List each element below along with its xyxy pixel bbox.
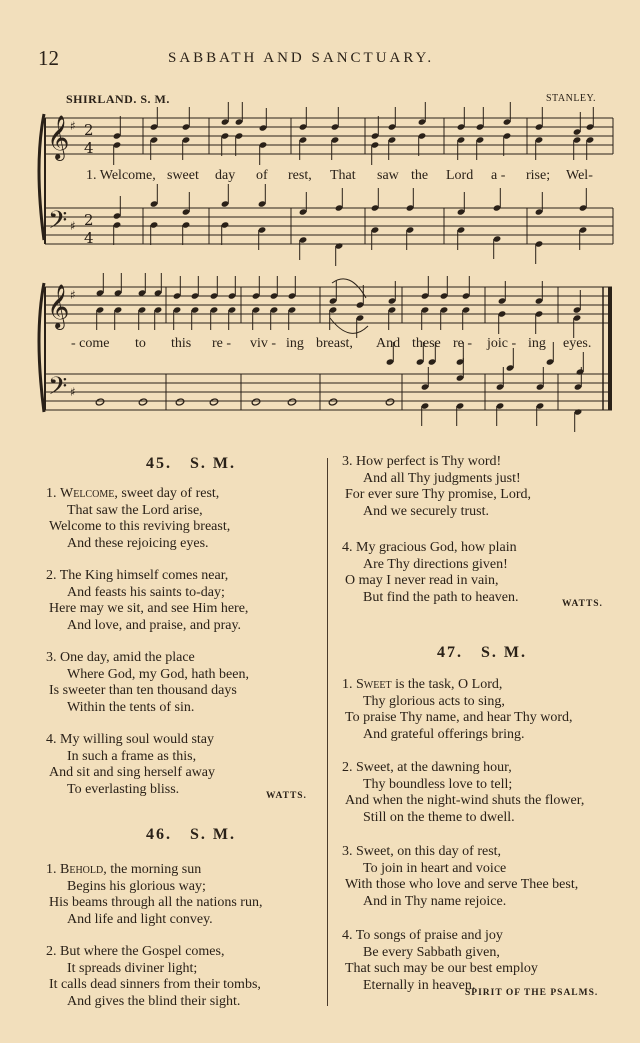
time-signature: 2 xyxy=(84,211,94,229)
lyric-syllable: a - xyxy=(491,168,506,183)
stanza-line: And when the night-wind shuts the flower, xyxy=(345,793,585,809)
stanza-line: That such may be our best employ xyxy=(345,961,538,977)
stanza-line: Begins his glorious way; xyxy=(67,878,206,894)
lyric-syllable: 1. Welcome, xyxy=(86,168,156,183)
stanza-number: 4. xyxy=(46,732,57,747)
stanza-number: 3. xyxy=(342,844,353,859)
stanza xyxy=(46,568,248,635)
note-head xyxy=(287,398,296,406)
hymn-number-value: 46. xyxy=(146,826,172,843)
stanza xyxy=(342,844,578,911)
stanza-number: 3. xyxy=(46,650,57,665)
lyric-syllable: the xyxy=(411,168,429,183)
note-head xyxy=(138,398,147,406)
stanza-line: To praise Thy name, and hear Thy word, xyxy=(345,710,573,726)
stanza-line: Where God, my God, hath been, xyxy=(67,666,249,682)
stanza-line: And all Thy judgments just! xyxy=(363,470,521,486)
stanza-line: And grateful offerings bring. xyxy=(363,727,525,743)
lyric-syllable: re - xyxy=(453,336,473,351)
stanza xyxy=(342,760,584,827)
lyric-syllable: ing xyxy=(286,336,304,351)
stanza-line: And life and light convey. xyxy=(67,912,213,928)
page-number: 12 xyxy=(38,46,59,70)
stanza-line: The King himself comes near, xyxy=(59,568,229,583)
note-head xyxy=(251,398,260,406)
stanza-number: 3. xyxy=(342,454,353,469)
stanza-number: 2. xyxy=(46,944,57,959)
lyric-syllable: That xyxy=(330,168,356,183)
stanza-first-word: Sweet xyxy=(356,677,392,692)
stanza-line: Eternally in heaven. xyxy=(363,978,476,994)
hymn-number xyxy=(146,455,236,473)
stanza xyxy=(46,862,262,929)
time-signature: 2 xyxy=(84,121,94,139)
stanza-first-word: Behold, xyxy=(60,862,107,877)
stanza-line: But find the path to heaven. xyxy=(363,590,519,606)
treble-clef: 𝄞 xyxy=(47,284,70,328)
lyric-syllable: re - xyxy=(212,336,232,351)
lyric-syllable: saw xyxy=(377,168,399,183)
lyric-syllable: sweet xyxy=(167,168,199,183)
stanza-number: 4. xyxy=(342,928,353,943)
lyric-syllable: eyes. xyxy=(563,336,592,351)
lyric-syllable: Wel- xyxy=(566,168,593,183)
tune-name: SHIRLAND. S. M. xyxy=(66,92,170,106)
lyric-syllable: of xyxy=(256,168,268,183)
stanza-first-word: Welcome, xyxy=(60,486,118,501)
treble-clef: 𝄞 xyxy=(47,115,70,159)
system-brace xyxy=(39,283,44,412)
stanza-number: 4. xyxy=(342,540,353,555)
hymn-meter: S. M. xyxy=(190,826,236,843)
hymn-meter: S. M. xyxy=(481,644,527,661)
stanza-line: Is sweeter than ten thousand days xyxy=(49,683,237,699)
stanza-line: And love, and praise, and pray. xyxy=(67,618,242,634)
stanza-line: And sit and sing herself away xyxy=(49,765,216,781)
lyric-syllable: rise; xyxy=(526,168,551,183)
stanza-line: How perfect is Thy word! xyxy=(356,454,502,469)
stanza-line: Still on the theme to dwell. xyxy=(363,810,515,826)
column-divider xyxy=(327,458,328,1006)
stanza-line: It calls dead sinners from their tombs, xyxy=(49,977,261,993)
stanza-line: With those who love and serve Thee best, xyxy=(345,877,579,893)
stanza-line: To everlasting bliss. xyxy=(67,782,180,798)
bass-clef: 𝄢 xyxy=(48,372,68,407)
stanza-number: 2. xyxy=(46,568,57,583)
stanza-line: To join in heart and voice xyxy=(363,860,507,876)
stanza-line: Are Thy directions given! xyxy=(363,556,508,572)
stanza-line: It spreads diviner light; xyxy=(67,960,198,976)
stanza-line: My gracious God, how plain xyxy=(356,540,517,555)
stanza-line: And we securely trust. xyxy=(363,504,489,520)
stanza xyxy=(46,486,230,553)
stanza-line: Thy boundless love to tell; xyxy=(363,776,513,792)
stanza-line: Within the tents of sin. xyxy=(67,700,195,716)
stanza xyxy=(342,677,573,744)
stanza-line: That saw the Lord arise, xyxy=(67,502,203,518)
stanza-line: And feasts his saints to-day; xyxy=(67,584,225,600)
stanza-line: But where the Gospel comes, xyxy=(60,944,225,959)
note-head xyxy=(209,398,218,406)
note-head xyxy=(175,398,184,406)
stanza xyxy=(342,928,538,995)
system-brace xyxy=(39,114,44,240)
note-head xyxy=(328,398,337,406)
lyric-syllable: viv - xyxy=(250,336,277,351)
key-signature-sharp: ♯ xyxy=(70,288,76,302)
key-signature-sharp: ♯ xyxy=(70,219,76,233)
lyric-syllable: And xyxy=(376,336,401,351)
stanza-line: is the task, O Lord, xyxy=(391,677,503,692)
lyric-syllable: rest, xyxy=(288,168,312,183)
key-signature-sharp: ♯ xyxy=(70,119,76,133)
composer: STANLEY. xyxy=(546,93,596,104)
stanza-number: 1. xyxy=(46,862,57,877)
hymn-meter: S. M. xyxy=(190,455,236,472)
stanza-number: 2. xyxy=(342,760,353,775)
stanza-line: And in Thy name rejoice. xyxy=(363,894,507,910)
stanza-line: O may I never read in vain, xyxy=(345,573,499,589)
stanza xyxy=(46,732,215,799)
note-head xyxy=(385,398,394,406)
stanza-line: Sweet, on this day of rest, xyxy=(356,844,502,859)
stanza-line: sweet day of rest, xyxy=(117,486,220,501)
lyric-syllable: breast, xyxy=(316,336,353,351)
stanza-line: Sweet, at the dawning hour, xyxy=(356,760,512,775)
sheet-music xyxy=(0,0,640,440)
lyric-syllable: to xyxy=(135,336,146,351)
slur xyxy=(330,318,368,333)
stanza-line: And these rejoicing eyes. xyxy=(67,536,209,552)
stanza xyxy=(46,944,261,1011)
bass-clef: 𝄢 xyxy=(48,206,68,241)
stanza-line: His beams through all the nations run, xyxy=(49,895,263,911)
stanza-number: 1. xyxy=(342,677,353,692)
lyric-syllable: - come xyxy=(71,336,110,351)
lyric-syllable: these xyxy=(412,336,441,351)
lyric-syllable: day xyxy=(215,168,236,183)
stanza-line: the morning sun xyxy=(106,862,202,877)
stanza-line: In such a frame as this, xyxy=(67,748,197,764)
stanza-line: Be every Sabbath given, xyxy=(363,944,500,960)
stanza-number: 1. xyxy=(46,486,57,501)
stanza-line: One day, amid the place xyxy=(60,650,195,665)
stanza xyxy=(342,540,519,607)
lyric-syllable: ing xyxy=(528,336,546,351)
hymn-number xyxy=(146,826,236,844)
stanza xyxy=(342,454,531,521)
hymn-author: WATTS. xyxy=(266,791,307,801)
hymn-number xyxy=(437,644,527,662)
time-signature: 4 xyxy=(84,229,94,247)
hymn-number-value: 47. xyxy=(437,644,463,661)
key-signature-sharp: ♯ xyxy=(70,385,76,399)
stanza-line: To songs of praise and joy xyxy=(355,928,503,943)
stanza-line: Thy glorious acts to sing, xyxy=(363,693,505,709)
hymn-number-value: 45. xyxy=(146,455,172,472)
lyric-syllable: joic - xyxy=(487,336,517,351)
hymn-author: SPIRIT OF THE PSALMS. xyxy=(465,988,599,998)
stanza xyxy=(46,650,249,717)
lyric-syllable: this xyxy=(171,336,192,351)
stanza-line: And gives the blind their sight. xyxy=(67,994,241,1010)
stanza-line: Here may we sit, and see Him here, xyxy=(49,601,249,617)
slur xyxy=(332,279,366,298)
hymn-author: WATTS. xyxy=(562,599,603,609)
stanza-line: For ever sure Thy promise, Lord, xyxy=(345,487,531,503)
stanza-line: Welcome to this reviving breast, xyxy=(49,519,231,535)
time-signature: 4 xyxy=(84,139,94,157)
lyric-syllable: Lord xyxy=(446,168,474,183)
running-head: SABBATH AND SANCTUARY. xyxy=(168,50,435,66)
stanza-line: My willing soul would stay xyxy=(60,732,215,747)
note-head xyxy=(95,398,104,406)
